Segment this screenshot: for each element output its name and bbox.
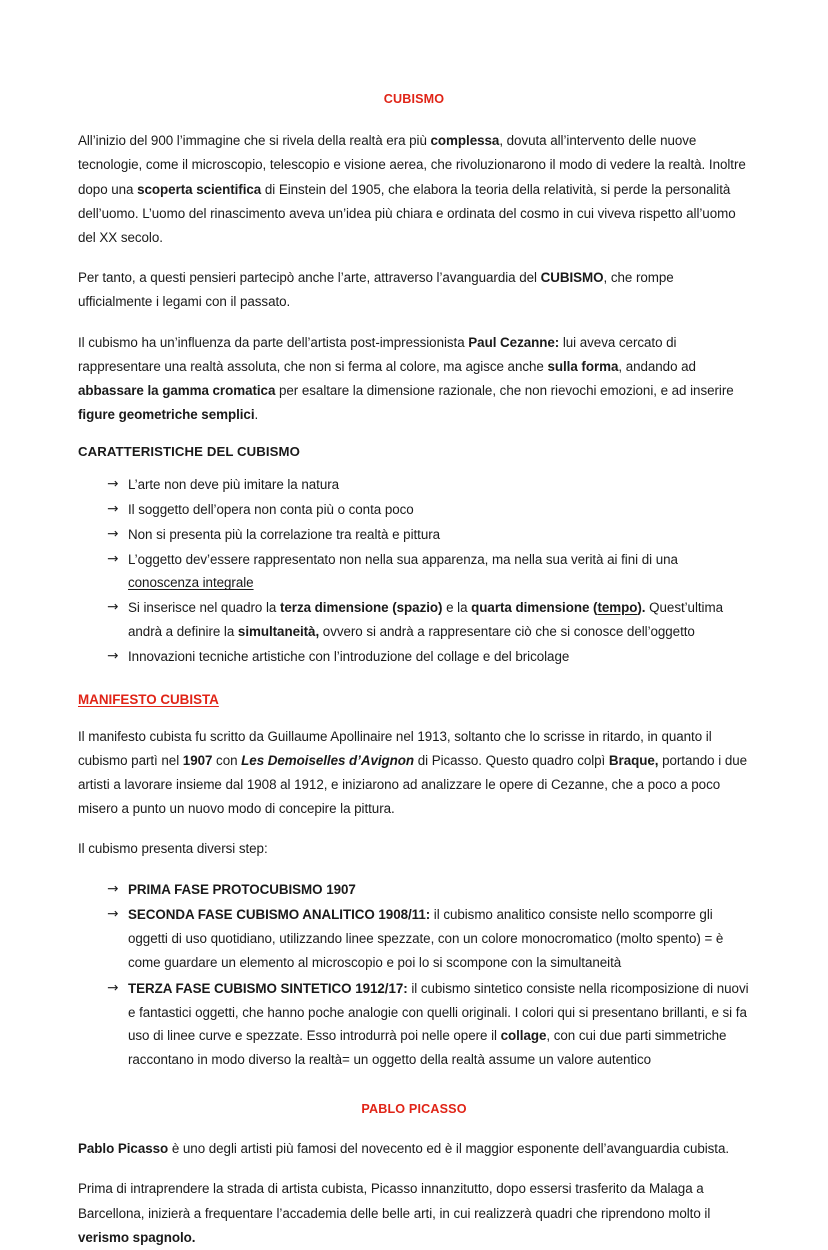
section-heading-manifesto-wrap — [78, 685, 750, 725]
text-run: L’oggetto dev’essere rappresentato non nella sua apparenza, ma nella sua verità ai fini di una — [128, 551, 678, 567]
text-run: Si inserisce nel quadro la — [128, 600, 280, 616]
arrow-bullet-icon: → — [107, 599, 119, 616]
paragraph-intro — [78, 129, 750, 250]
text-run: , andando ad — [618, 358, 696, 374]
section-heading-caratteristiche: CARATTERISTICHE DEL CUBISMO — [78, 444, 301, 460]
list-item-label: L’arte non deve più imitare la natura — [128, 477, 340, 493]
arrow-bullet-icon: → — [107, 476, 119, 493]
text-run-bold: CUBISMO — [540, 270, 604, 286]
text-run-underlined: conoscenza integrale — [128, 575, 254, 591]
text-run: e la — [442, 600, 472, 616]
phase-body: il cubismo analitico consiste nello scomporre gli oggetti di uso quotidiano, utilizzando linee spezzate, con un colore monocromatico (molto spento) = è come guardare un elemento al microscopio e poi lo si scompone con la simultaneità — [128, 907, 724, 971]
text-run: . — [254, 407, 259, 423]
arrow-bullet-icon: → — [107, 906, 119, 923]
phase-title: SECONDA FASE CUBISMO ANALITICO 1908/11: — [128, 907, 431, 923]
text-run-bold: 1907 — [182, 752, 213, 768]
phase-body: il cubismo sintetico consiste nella ricomposizione di nuovi e fantastici oggetti, che hanno poche analogie con quelli originali. I colori qui si presentano brillanti, e si fa uso di linee curve e spezzate. Esso introdurrà poi nelle opere il — [128, 980, 749, 1044]
text-run: Il manifesto cubista fu scritto da Guillaume Apollinaire nel 1913, soltanto che lo scrisse in ritardo, in quanto il cubismo partì nel — [78, 728, 712, 768]
text-run: , dovuta all’intervento delle nuove tecnologie, come il microscopio, telescopio e visione aerea, che rivoluzionarono il modo di vedere la realtà. Inoltre dopo una — [78, 133, 746, 197]
text-run-bold: Braque, — [608, 752, 659, 768]
text-run: Prima di intraprendere la strada di artista cubista, Picasso innanzitutto, dopo essersi trasferito da Malaga a Barcellona, inizierà a frequentare l’accademia delle belle arti, in cui realizzerà quadri che riprendono molto il — [78, 1181, 711, 1221]
phase-title: PRIMA FASE PROTOCUBISMO 1907 — [128, 881, 356, 897]
text-run: All’inizio del 900 l’immagine che si rivela della realtà era più — [78, 133, 431, 149]
list-item — [78, 523, 750, 547]
text-run-bold: simultaneità, — [237, 623, 320, 639]
arrow-bullet-icon: → — [107, 979, 119, 996]
text-run: Il cubismo ha un’influenza da parte dell’artista post-impressionista — [78, 334, 469, 350]
text-run: Per tanto, a questi pensieri partecipò anche l’arte, attraverso l’avanguardia del — [78, 270, 541, 286]
text-run-bold: collage — [500, 1028, 547, 1044]
list-item-label: Innovazioni tecniche artistiche con l’introduzione del collage e del bricolage — [128, 648, 570, 664]
phases-list — [78, 878, 750, 1072]
text-run: ovvero si andrà a rappresentare ciò che si conosce dell’oggetto — [319, 623, 695, 639]
paragraph-steps-intro: Il cubismo presenta diversi step: — [78, 841, 268, 857]
text-run: Quest’ultima andrà a definire la — [128, 600, 723, 639]
paragraph-picasso — [78, 1137, 750, 1161]
arrow-bullet-icon: → — [107, 550, 119, 567]
paragraph-manifesto — [78, 725, 750, 822]
document-body — [78, 92, 750, 1250]
section-heading-manifesto: MANIFESTO CUBISTA — [78, 691, 219, 707]
text-run-bold: ). — [637, 600, 646, 616]
paragraph-malaga — [78, 1177, 750, 1250]
arrow-bullet-icon: → — [107, 647, 119, 664]
text-run-bold: sulla forma — [547, 358, 619, 374]
text-run: di Picasso. Questo quadro colpì — [414, 752, 609, 768]
text-run-bold: Paul Cezanne: — [468, 334, 560, 350]
list-item — [78, 473, 750, 497]
text-run-bold: figure geometriche semplici — [78, 407, 255, 423]
list-item — [78, 903, 750, 974]
text-run-bold: Pablo Picasso — [78, 1141, 169, 1157]
characteristics-list — [78, 473, 750, 668]
text-run: per esaltare la dimensione razionale, che non rievochi emozioni, e ad inserire — [275, 382, 734, 398]
text-run: , che rompe ufficialmente i legami con il passato. — [78, 270, 674, 310]
text-run-bold: abbassare la gamma cromatica — [78, 382, 276, 398]
text-run-bold: complessa — [430, 133, 500, 149]
text-run-bold: verismo spagnolo. — [78, 1229, 196, 1245]
text-run: lui aveva cercato di rappresentare una realtà assoluta, che non si ferma al colore, ma agisce anche — [78, 334, 677, 374]
paragraph-avanguardia — [78, 266, 750, 314]
text-run: con — [212, 752, 242, 768]
list-item — [78, 548, 750, 596]
text-run-bold-underlined: tempo — [597, 600, 638, 616]
text-run: portando i due artisti a lavorare insieme dal 1908 al 1912, e iniziarono ad analizzare le opere di Cezanne, che a poco a poco misero a punto un nuovo modo di concepire la pittura. — [78, 752, 748, 817]
list-item — [78, 878, 750, 902]
arrow-bullet-icon: → — [107, 880, 119, 897]
text-run-bold-italic: Les Demoiselles d’Avignon — [241, 752, 415, 768]
phase-body: , con cui due parti simmetriche raccontano in modo diverso la realtà= un oggetto della realtà assume un valore autentico — [128, 1028, 727, 1068]
arrow-bullet-icon: → — [107, 525, 119, 542]
phase-title: TERZA FASE CUBISMO SINTETICO 1912/17: — [128, 980, 408, 996]
page-title: CUBISMO — [383, 92, 445, 106]
list-item-label: Il soggetto dell’opera non conta più o conta poco — [128, 501, 414, 517]
section-heading-picasso: PABLO PICASSO — [361, 1102, 467, 1117]
text-run-bold: quarta dimensione ( — [471, 600, 598, 616]
text-run-bold: scoperta scientifica — [137, 181, 262, 197]
text-run: è uno degli artisti più famosi del novecento ed è il maggior esponente dell’avanguardia cubista. — [168, 1141, 730, 1157]
list-item-label: Non si presenta più la correlazione tra realtà e pittura — [128, 526, 441, 542]
list-item — [78, 645, 750, 669]
list-item — [78, 977, 750, 1072]
list-item — [78, 596, 750, 644]
arrow-bullet-icon: → — [107, 500, 119, 517]
text-run: di Einstein del 1905, che elabora la teoria della relatività, si perde la personalità dell’uomo. L’uomo del rinascimento aveva un’idea più chiara e ordinata del cosmo in cui viveva rispetto all’uomo del XX secolo. — [78, 181, 736, 245]
paragraph-cezanne — [78, 331, 750, 428]
text-run-bold: terza dimensione (spazio) — [279, 600, 443, 616]
list-item — [78, 498, 750, 522]
